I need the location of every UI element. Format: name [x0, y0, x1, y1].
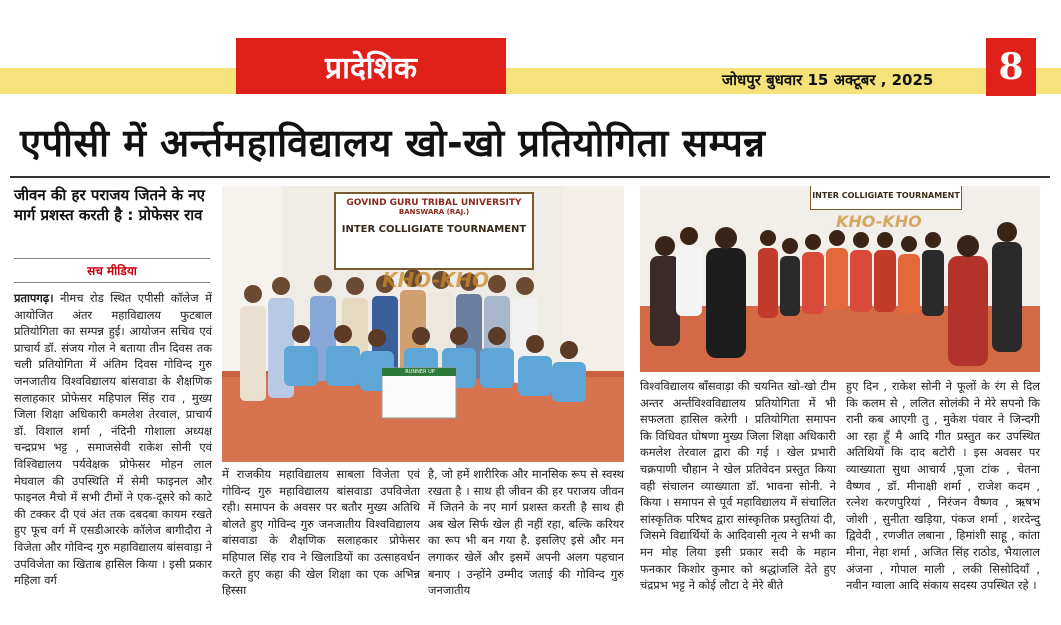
byline: सच मीडिया [87, 264, 137, 278]
lead-column [14, 290, 212, 589]
dance-photo [640, 186, 1040, 372]
body-text-2: है, जो हमें शारीरिक और मानसिक रूप से स्वस्थ रखता है । साथ ही जीवन की हर पराजय जीवन में जितने के नए मार्ग प्रशस्त करती है साथ ही अब खेल सिर्फ खेल ही नहीं रहा, बल्कि करियर का रूप भी बन गया है. इसलिए इसे और मन लगाकर खेलें और इसमें अपनी अलग पहचान बनाए । उन्होंने उम्मीद जताई की गोविन्द गुरु जनजातीय [428, 467, 624, 598]
dance-kho-kho-logo: KHO-KHO [836, 212, 922, 231]
page-number: 8 [986, 38, 1036, 96]
body-column-3 [640, 378, 836, 594]
body-column-2 [428, 466, 624, 599]
subheadline: जीवन की हर पराजय जितने के नए मार्ग प्रशस्त करती है : प्रोफेसर राव [14, 186, 205, 224]
award-photo [222, 186, 624, 462]
headline: एपीसी में अर्न्तमहाविद्यालय खो-खो प्रतियोगिता सम्पन्न [20, 121, 766, 165]
banner-place: BANSWARA (RAJ.) [398, 208, 470, 216]
body-text-3: विश्वविद्यालय बाँसवाड़ा की चयनित खो-खो टीम अन्तर अर्न्तविश्वविद्यालय प्रतियोगिता में भी सफलता हासिल करेगी । प्रतियोगिता समापन कि विधिवत घोषणा मुख्य जिला शिक्षा अधिकारी कमलेश तेरवाल द्वारा की गई । खेल प्रभारी चक्रपाणी चौहान ने खेल प्रतिवेदन प्रस्तुत किया वही संचालन व्याख्याता डॉ. भावना सोनी. ने किया । समापन से पूर्व महाविद्यालय में संचालित सांस्कृतिक परिषद द्वारा सांस्कृतिक प्रस्तुतियां दी, जिसमे विद्यार्थियों के आदिवासी नृत्य ने सभी का मन मोह लिया इसी प्रकार सदी के महान फनकार किशोर कुमार को श्रद्धांजलि देते हुए चंद्रप्रभ भट्ट ने कोई लौटा दे मेरे बीते [640, 379, 836, 593]
byline-rule-bottom [14, 282, 210, 283]
dance-banner-event: INTER COLLIGIATE TOURNAMENT [812, 191, 960, 200]
banner-university: GOVIND GURU TRIBAL UNIVERSITY [346, 198, 522, 208]
university-banner [334, 192, 534, 270]
cheque-label: RUNNER UP [405, 369, 435, 375]
headline-rule [10, 176, 1050, 178]
byline-rule-top [14, 258, 210, 259]
kho-kho-logo: KHO-KHO [382, 268, 490, 292]
body-column-4 [846, 378, 1040, 594]
banner-event: INTER COLLIGIATE TOURNAMENT [341, 224, 527, 235]
dateline: जोधपुर बुधवार 15 अक्टूबर , 2025 [722, 71, 934, 89]
dance-banner [810, 186, 962, 210]
lead-text: नीमच रोड स्थित एपीसी कॉलेज में आयोजित अंतर महाविद्यालय फुटबाल प्रतियोगिता का सम्पन्न हुई। आयोजन सचिव एवं प्राचार्य डॉ. संजय गोल ने बताया तीन दिवस तक चली प्रतियोगिता में अंतिम दिवस गोविन्द गुरु जनजातीय विश्वविद्यालय बांसवाडा के शैक्षणिक सलाहकार प्रोफेसर महिपाल सिंह राव , मुख्य जिला शिक्षा अधिकारी कमलेश तेरवाल, प्राचार्य डॉ. विशाल शर्मा , नंदिनी गोशाला अध्यक्ष चन्द्रप्रभ भट्ट , समाजसेवी राकेश सोनी एवं विश्विद्यालय पर्यवेक्षक प्रोफेसर मोहन लाल मेघवाल की उपस्थिति में सेमी फाइनल और फाइनल मैचो में सभी टीमों ने एक-दूसरे को काटे की टक्कर दी एवं अंत तक दबदबा कायम रखते हुए फूच वर्ग में एसडीआरके कॉलेज बागीदौरा ने विजेता और गोविन्द गुरु महाविद्यालय बांसवाड़ा ने उपविजेता का खिताब हासिल किया । इसी प्रकार महिला वर्ग [14, 291, 213, 588]
body-text-4: हुए दिन , राकेश सोनी ने फूलों के रंग से दिल कि कलम से , ललित सोलंकी ने मेरे सपनो कि रानी कब आएगी तु , मुकेश पंवार ने जिन्दगी आ रहा हूँ मै आदि गीत प्रस्तुत कर उपस्थित अतिथियों कि दाद बटोरी । इस अवसर पर व्याख्याता सुधा आचार्य ,पूजा टांक , चेतना वैष्णव , डॉ. मीनाक्षी शर्मा , राजेश कदम , रत्नेश करणपुरियां , निरंजन वैष्णव , ऋषभ जोशी , सुनीता खड़िया, पंकज शर्मा , शरदेन्दु द्विवेदी , रणजीत लबाना , हिमांशी साहू , कांता मीना, नेहा शर्मा , अजित सिंह राठोड, भैयालाल अंजना , गोपाल माली , लकी सिसोदियाँ , नवीन ग्वाला आदि संकाय सदस्य उपस्थित रहे । [846, 379, 1040, 593]
body-column-1 [222, 466, 420, 599]
lead-dateline: प्रतापगढ़। [14, 291, 54, 305]
section-label: प्रादेशिक [236, 38, 506, 94]
body-text-1: में राजकीय महाविद्यालय साबला विजेता एवं गोविन्द गुरु महाविद्यालय बांसवाडा उपविजेता रही। समापन के अवसर पर बतौर मुख्य अतिथि बोलते हुए गोविन्द गुरु जनजातीय विश्वविद्यालय बांसवाडा के शैक्षणिक सलाहकार प्रोफेसर महिपाल सिंह राव ने खिलाडियों का उत्साहवर्धन करते हुए कहा की खेल शिक्षा का एक अभिन्न हिस्सा [222, 467, 420, 598]
